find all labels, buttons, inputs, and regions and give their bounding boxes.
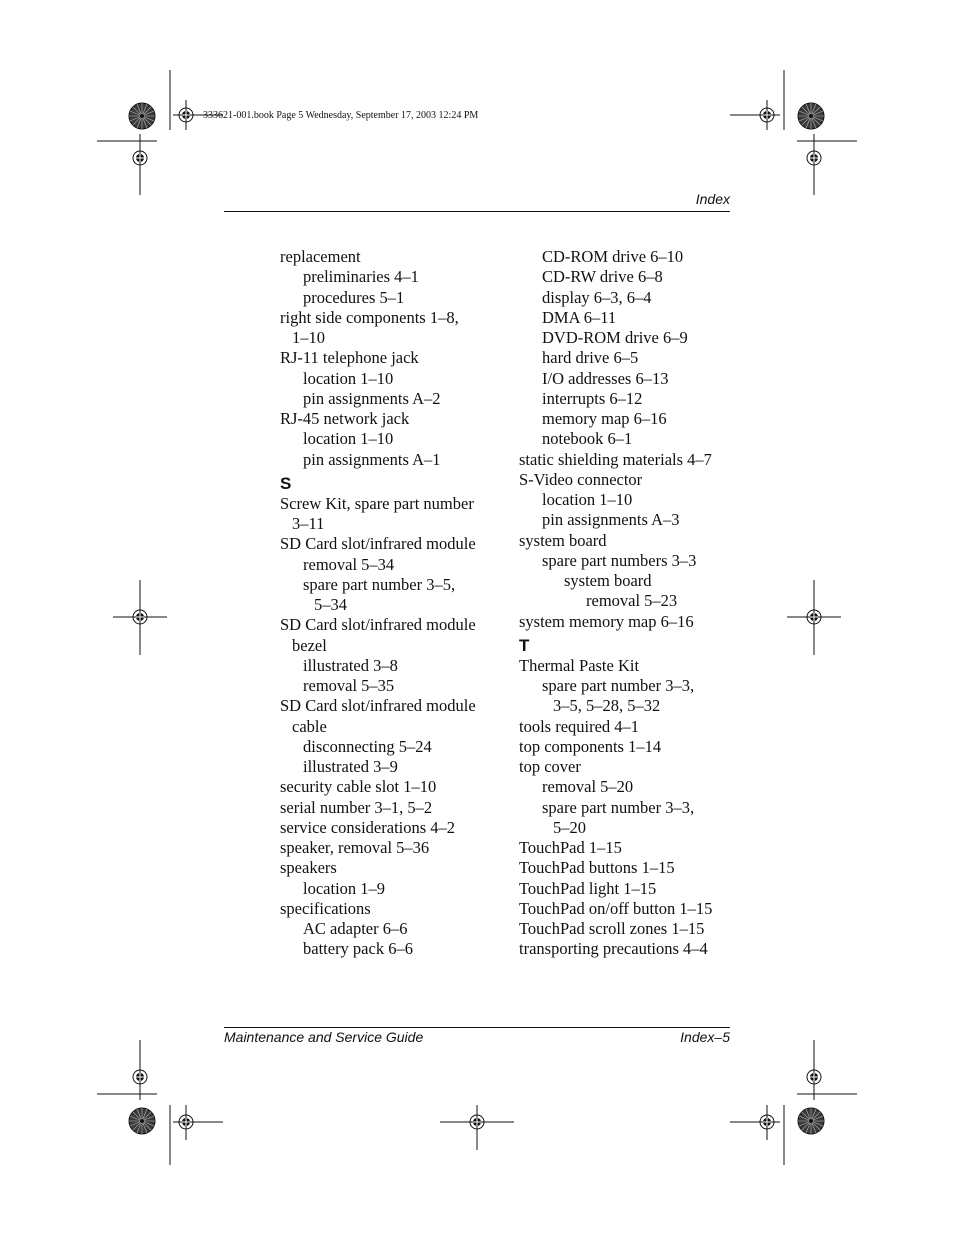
index-entry: S-Video connector xyxy=(519,469,643,489)
index-entry: procedures 5–1 xyxy=(303,287,405,307)
index-entry: illustrated 3–9 xyxy=(303,757,398,776)
index-entry: SD Card slot/infrared module xyxy=(280,534,476,554)
index-entry: spare part number 3–3, xyxy=(542,797,695,817)
index-entry: pin assignments A–2 xyxy=(303,388,441,408)
index-section-letter: T xyxy=(519,635,530,655)
index-entry: security cable slot 1–10 xyxy=(280,777,437,797)
index-entry: TouchPad scroll zones 1–15 xyxy=(519,919,705,938)
index-entry: speaker, removal 5–36 xyxy=(280,838,430,857)
index-entry: AC adapter 6–6 xyxy=(303,919,408,938)
index-entry: serial number 3–1, 5–2 xyxy=(280,797,433,817)
index-entry: service considerations 4–2 xyxy=(280,817,456,837)
index-entry: TouchPad buttons 1–15 xyxy=(519,858,675,878)
index-entry: 5–34 xyxy=(314,595,347,614)
index-entry: location 1–9 xyxy=(303,878,386,898)
index-entry: removal 5–35 xyxy=(303,676,395,695)
index-entry: disconnecting 5–24 xyxy=(303,736,432,756)
index-entry: preliminaries 4–1 xyxy=(303,267,419,287)
index-entry: RJ-11 telephone jack xyxy=(280,348,419,368)
print-slug: 333621-001.book Page 5 Wednesday, September 17, 2003 12:24 PM xyxy=(203,110,479,121)
index-entry: CD-RW drive 6–8 xyxy=(542,267,663,287)
index-entry: bezel xyxy=(292,635,327,655)
index-entry: Screw Kit, spare part number xyxy=(280,493,474,513)
index-entry: pin assignments A–1 xyxy=(303,449,441,469)
index-entry: right side components 1–8, xyxy=(280,307,459,327)
index-entry: removal 5–23 xyxy=(586,591,678,611)
index-entry: illustrated 3–8 xyxy=(303,655,398,675)
index-entry: transporting precautions 4–4 xyxy=(519,939,708,959)
footer-rule xyxy=(224,1027,730,1028)
index-entry: Thermal Paste Kit xyxy=(519,655,640,675)
footer-title: Maintenance and Service Guide xyxy=(224,1029,424,1045)
index-entry: location 1–10 xyxy=(542,490,633,509)
index-entry: tools required 4–1 xyxy=(519,716,640,736)
index-column-right xyxy=(519,247,734,960)
index-entry: DMA 6–11 xyxy=(542,307,617,327)
index-entry: top components 1–14 xyxy=(519,736,662,756)
index-section-letter: S xyxy=(280,473,292,493)
index-entry: 1–10 xyxy=(292,328,325,347)
index-entry: top cover xyxy=(519,757,581,776)
index-entry: TouchPad light 1–15 xyxy=(519,878,657,898)
index-entry: memory map 6–16 xyxy=(542,409,667,428)
running-head: Index xyxy=(695,191,730,207)
index-entry: system board xyxy=(519,530,607,550)
index-entry: 3–11 xyxy=(292,514,325,533)
index-entry: TouchPad on/off button 1–15 xyxy=(519,898,713,918)
index-entry: spare part number 3–5, xyxy=(303,574,456,594)
index-entry: static shielding materials 4–7 xyxy=(519,449,712,469)
index-column-left xyxy=(280,247,510,960)
index-entry: 3–5, 5–28, 5–32 xyxy=(553,696,661,716)
index-entry: location 1–10 xyxy=(303,368,394,388)
index-entry: 5–20 xyxy=(553,817,586,837)
index-entry: interrupts 6–12 xyxy=(542,388,643,408)
header-rule xyxy=(224,211,730,212)
index-entry: CD-ROM drive 6–10 xyxy=(542,247,684,266)
index-entry: RJ-45 network jack xyxy=(280,409,410,428)
index-entry: notebook 6–1 xyxy=(542,429,633,449)
index-entry: cable xyxy=(292,716,327,736)
footer-page-number: Index–5 xyxy=(680,1029,730,1045)
index-entry: I/O addresses 6–13 xyxy=(542,368,669,388)
index-entry: SD Card slot/infrared module xyxy=(280,615,476,635)
index-entry: removal 5–34 xyxy=(303,554,395,574)
index-entry: system board xyxy=(564,571,652,590)
index-entry: pin assignments A–3 xyxy=(542,510,680,530)
index-entry: SD Card slot/infrared module xyxy=(280,696,476,716)
index-entry: speakers xyxy=(280,858,337,878)
index-entry: spare part number 3–3, xyxy=(542,676,695,695)
index-entry: specifications xyxy=(280,898,371,918)
index-entry: spare part numbers 3–3 xyxy=(542,550,697,570)
index-entry: DVD-ROM drive 6–9 xyxy=(542,328,688,347)
index-entry: hard drive 6–5 xyxy=(542,348,639,368)
index-entry: removal 5–20 xyxy=(542,777,634,797)
index-entry: replacement xyxy=(280,247,361,266)
index-entry: location 1–10 xyxy=(303,429,394,449)
index-entry: TouchPad 1–15 xyxy=(519,838,622,857)
index-entry: system memory map 6–16 xyxy=(519,611,694,631)
index-entry: battery pack 6–6 xyxy=(303,939,413,959)
index-entry: display 6–3, 6–4 xyxy=(542,287,652,307)
